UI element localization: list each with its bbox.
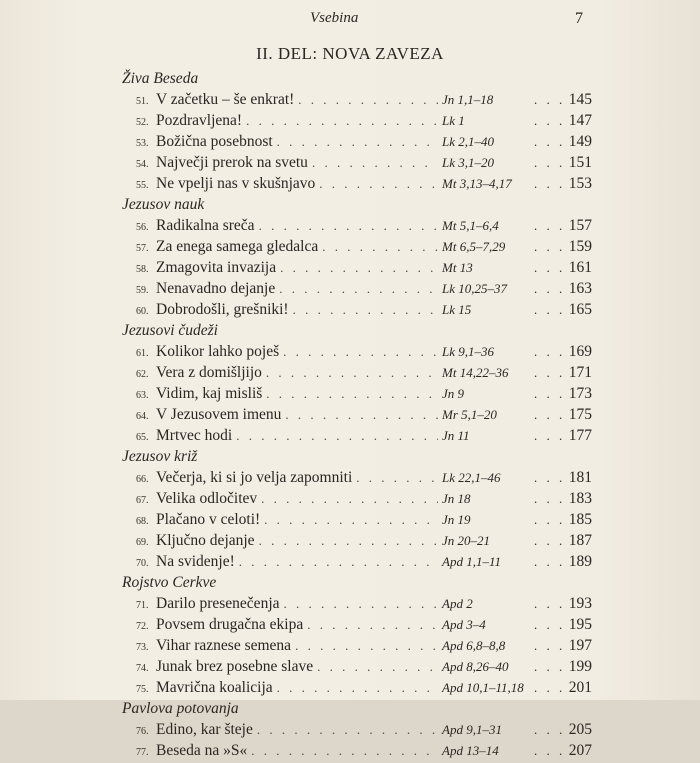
dot-leader	[534, 677, 562, 698]
reference-group	[442, 740, 592, 761]
chapter-page: 185	[568, 511, 592, 528]
chapter-page: 199	[568, 658, 592, 675]
scripture-reference: Jn 18	[442, 491, 471, 506]
reference-group	[442, 278, 592, 299]
scripture-reference: Mt 5,1–6,4	[442, 218, 499, 233]
toc-entry	[122, 467, 592, 488]
reference-group	[442, 383, 592, 404]
chapter-page: 149	[568, 133, 592, 150]
dot-leader	[257, 719, 438, 740]
toc-entry	[122, 614, 592, 635]
reference-group	[442, 152, 592, 173]
dot-leader	[283, 341, 438, 362]
chapter-page: 195	[568, 616, 592, 633]
chapter-number: 72.	[136, 621, 149, 632]
scripture-reference: Jn 20–21	[442, 533, 491, 548]
scripture-reference: Apd 9,1–31	[442, 722, 502, 737]
chapter-title: Kolikor lahko poješ	[156, 343, 280, 360]
chapter-number: 52.	[136, 117, 149, 128]
chapter-title: Zmagovita invazija	[156, 259, 277, 276]
dot-leader	[322, 236, 438, 257]
scripture-reference: Mt 3,13–4,17	[442, 176, 512, 191]
dot-leader	[534, 173, 562, 194]
chapter-title: Vera z domišljijo	[156, 364, 262, 381]
chapter-title: Vihar raznese semena	[156, 637, 292, 654]
running-head	[0, 8, 700, 32]
dot-leader	[239, 551, 438, 572]
chapter-title: Junak brez posebne slave	[156, 658, 314, 675]
chapter-page: 165	[568, 301, 592, 318]
reference-group	[442, 173, 592, 194]
toc-entry	[122, 383, 592, 404]
chapter-number: 75.	[136, 684, 149, 695]
chapter-title: V začetku – še enkrat!	[156, 91, 295, 108]
reference-group	[442, 299, 592, 320]
dot-leader	[534, 551, 562, 572]
chapter-title: Ključno dejanje	[156, 532, 255, 549]
scripture-reference: Apd 10,1–11,18	[442, 680, 524, 695]
scripture-reference: Mt 14,22–36	[442, 365, 509, 380]
chapter-page: 145	[568, 91, 592, 108]
toc-entry	[122, 593, 592, 614]
chapter-page: 197	[568, 637, 592, 654]
dot-leader	[298, 89, 438, 110]
chapter-number: 69.	[136, 537, 149, 548]
reference-group	[442, 635, 592, 656]
scripture-reference: Lk 15	[442, 302, 472, 317]
chapter-title: Edino, kar šteje	[156, 721, 253, 738]
scripture-reference: Lk 10,25–37	[442, 281, 507, 296]
scripture-reference: Lk 1	[442, 113, 465, 128]
reference-group	[442, 509, 592, 530]
scripture-reference: Mt 6,5–7,29	[442, 239, 506, 254]
chapter-page: 183	[568, 490, 592, 507]
reference-group	[442, 215, 592, 236]
dot-leader	[534, 110, 562, 131]
dot-leader	[534, 509, 562, 530]
reference-group	[442, 593, 592, 614]
toc-entry	[122, 110, 592, 131]
section-title: Pavlova potovanja	[122, 700, 239, 717]
chapter-page: 207	[568, 742, 592, 759]
chapter-title: Ne vpelji nas v skušnjavo	[156, 175, 316, 192]
dot-leader	[261, 488, 438, 509]
chapter-number: 62.	[136, 369, 149, 380]
chapter-title: Nenavadno dejanje	[156, 280, 276, 297]
chapter-page: 163	[568, 280, 592, 297]
chapter-number: 64.	[136, 411, 149, 422]
dot-leader	[266, 362, 438, 383]
reference-group	[442, 341, 592, 362]
dot-leader	[277, 677, 438, 698]
toc-entry	[122, 131, 592, 152]
reference-group	[442, 656, 592, 677]
dot-leader	[280, 257, 438, 278]
dot-leader	[279, 278, 438, 299]
toc-entry	[122, 341, 592, 362]
chapter-number: 60.	[136, 306, 149, 317]
dot-leader	[356, 467, 438, 488]
chapter-number: 51.	[136, 96, 149, 107]
reference-group	[442, 551, 592, 572]
dot-leader	[295, 635, 438, 656]
reference-group	[442, 467, 592, 488]
chapter-title: Povsem drugačna ekipa	[156, 616, 304, 633]
chapter-title: Večerja, ki si jo velja zapomniti	[156, 469, 353, 486]
reference-group	[442, 131, 592, 152]
toc-entry	[122, 635, 592, 656]
scripture-reference: Lk 22,1–46	[442, 470, 501, 485]
toc-entry	[122, 278, 592, 299]
toc-entry	[122, 740, 592, 761]
scripture-reference: Mr 5,1–20	[442, 407, 497, 422]
dot-leader	[534, 404, 562, 425]
chapter-title: Mrtvec hodi	[156, 427, 233, 444]
scripture-reference: Jn 19	[442, 512, 471, 527]
chapter-page: 159	[568, 238, 592, 255]
chapter-number: 53.	[136, 138, 149, 149]
chapter-number: 73.	[136, 642, 149, 653]
chapter-number: 57.	[136, 243, 149, 254]
dot-leader	[534, 740, 562, 761]
chapter-page: 175	[568, 406, 592, 423]
reference-group	[442, 530, 592, 551]
chapter-page: 161	[568, 259, 592, 276]
dot-leader	[319, 173, 438, 194]
dot-leader	[534, 236, 562, 257]
chapter-title: Pozdravljena!	[156, 112, 243, 129]
toc-entry	[122, 551, 592, 572]
chapter-number: 56.	[136, 222, 149, 233]
scripture-reference: Apd 2	[442, 596, 473, 611]
chapter-page: 171	[568, 364, 592, 381]
dot-leader	[312, 152, 438, 173]
dot-leader	[534, 89, 562, 110]
dot-leader	[534, 131, 562, 152]
table-of-contents	[122, 68, 592, 761]
dot-leader	[534, 215, 562, 236]
dot-leader	[277, 131, 438, 152]
dot-leader	[534, 425, 562, 446]
chapter-page: 201	[568, 679, 592, 696]
reference-group	[442, 362, 592, 383]
toc-entry	[122, 677, 592, 698]
toc-entry	[122, 152, 592, 173]
chapter-title: Za enega samega gledalca	[156, 238, 319, 255]
scripture-reference: Jn 1,1–18	[442, 92, 494, 107]
scripture-reference: Lk 3,1–20	[442, 155, 494, 170]
chapter-page: 181	[568, 469, 592, 486]
chapter-page: 189	[568, 553, 592, 570]
reference-group	[442, 110, 592, 131]
reference-group	[442, 488, 592, 509]
toc-entry	[122, 719, 592, 740]
dot-leader	[534, 362, 562, 383]
chapter-page: 157	[568, 217, 592, 234]
toc-entry	[122, 488, 592, 509]
dot-leader	[534, 278, 562, 299]
dot-leader	[534, 383, 562, 404]
scripture-reference: Apd 8,26–40	[442, 659, 509, 674]
chapter-title: Največji prerok na svetu	[156, 154, 308, 171]
dot-leader	[259, 215, 438, 236]
reference-group	[442, 719, 592, 740]
chapter-page: 187	[568, 532, 592, 549]
chapter-number: 77.	[136, 747, 149, 758]
chapter-title: Dobrodošli, grešniki!	[156, 301, 289, 318]
dot-leader	[236, 425, 438, 446]
chapter-number: 58.	[136, 264, 149, 275]
scripture-reference: Mt 13	[442, 260, 473, 275]
dot-leader	[259, 530, 438, 551]
dot-leader	[284, 593, 438, 614]
chapter-number: 63.	[136, 390, 149, 401]
toc-entry	[122, 404, 592, 425]
dot-leader	[264, 509, 438, 530]
page-number: 7	[575, 10, 583, 27]
dot-leader	[534, 341, 562, 362]
scripture-reference: Apd 1,1–11	[442, 554, 501, 569]
chapter-number: 74.	[136, 663, 149, 674]
chapter-title: Mavrična koalicija	[156, 679, 273, 696]
chapter-page: 169	[568, 343, 592, 360]
scripture-reference: Lk 9,1–36	[442, 344, 494, 359]
chapter-page: 147	[568, 112, 592, 129]
dot-leader	[534, 467, 562, 488]
toc-entry	[122, 362, 592, 383]
running-title: Vsebina	[310, 10, 359, 26]
dot-leader	[534, 593, 562, 614]
scripture-reference: Jn 11	[442, 428, 470, 443]
chapter-title: Velika odločitev	[156, 490, 258, 507]
chapter-number: 70.	[136, 558, 149, 569]
section-title: Rojstvo Cerkve	[122, 574, 217, 591]
chapter-number: 65.	[136, 432, 149, 443]
dot-leader	[246, 110, 438, 131]
toc-entry	[122, 257, 592, 278]
chapter-title: Plačano v celoti!	[156, 511, 261, 528]
chapter-number: 66.	[136, 474, 149, 485]
toc-entry	[122, 425, 592, 446]
reference-group	[442, 257, 592, 278]
scripture-reference: Jn 9	[442, 386, 465, 401]
scripture-reference: Apd 3–4	[442, 617, 486, 632]
chapter-title: Beseda na »S«	[156, 742, 248, 759]
chapter-number: 68.	[136, 516, 149, 527]
chapter-number: 67.	[136, 495, 149, 506]
dot-leader	[266, 383, 438, 404]
scripture-reference: Apd 6,8–8,8	[442, 638, 506, 653]
dot-leader	[534, 488, 562, 509]
dot-leader	[285, 404, 438, 425]
toc-entry	[122, 299, 592, 320]
chapter-number: 76.	[136, 726, 149, 737]
chapter-number: 61.	[136, 348, 149, 359]
chapter-page: 153	[568, 175, 592, 192]
chapter-page: 177	[568, 427, 592, 444]
dot-leader	[534, 656, 562, 677]
scripture-reference: Apd 13–14	[442, 743, 499, 758]
toc-entry	[122, 89, 592, 110]
toc-entry	[122, 173, 592, 194]
chapter-title: Radikalna sreča	[156, 217, 255, 234]
part-title: II. DEL: NOVA ZAVEZA	[256, 44, 444, 63]
section-title: Jezusov križ	[122, 448, 198, 465]
chapter-title: Darilo presenečenja	[156, 595, 280, 612]
dot-leader	[251, 740, 438, 761]
reference-group	[442, 89, 592, 110]
toc-entry	[122, 215, 592, 236]
scripture-reference: Lk 2,1–40	[442, 134, 494, 149]
reference-group	[442, 236, 592, 257]
chapter-number: 54.	[136, 159, 149, 170]
dot-leader	[293, 299, 438, 320]
chapter-page: 173	[568, 385, 592, 402]
section-title: Jezusovi čudeži	[122, 322, 218, 339]
toc-entry	[122, 509, 592, 530]
dot-leader	[317, 656, 438, 677]
dot-leader	[534, 299, 562, 320]
chapter-page: 205	[568, 721, 592, 738]
chapter-number: 55.	[136, 180, 149, 191]
chapter-page: 193	[568, 595, 592, 612]
reference-group	[442, 677, 592, 698]
dot-leader	[534, 635, 562, 656]
chapter-page: 151	[568, 154, 592, 171]
chapter-title: V Jezusovem imenu	[156, 406, 282, 423]
chapter-title: Vidim, kaj misliš	[156, 385, 263, 402]
chapter-number: 71.	[136, 600, 149, 611]
toc-entry	[122, 530, 592, 551]
dot-leader	[534, 530, 562, 551]
reference-group	[442, 404, 592, 425]
reference-group	[442, 425, 592, 446]
dot-leader	[534, 614, 562, 635]
chapter-number: 59.	[136, 285, 149, 296]
dot-leader	[534, 257, 562, 278]
section-title: Jezusov nauk	[122, 196, 205, 213]
section-title: Živa Beseda	[122, 70, 199, 87]
chapter-title: Na svidenje!	[156, 553, 235, 570]
toc-entry	[122, 236, 592, 257]
dot-leader	[534, 719, 562, 740]
dot-leader	[534, 152, 562, 173]
chapter-title: Božična posebnost	[156, 133, 273, 150]
reference-group	[442, 614, 592, 635]
dot-leader	[307, 614, 438, 635]
toc-entry	[122, 656, 592, 677]
